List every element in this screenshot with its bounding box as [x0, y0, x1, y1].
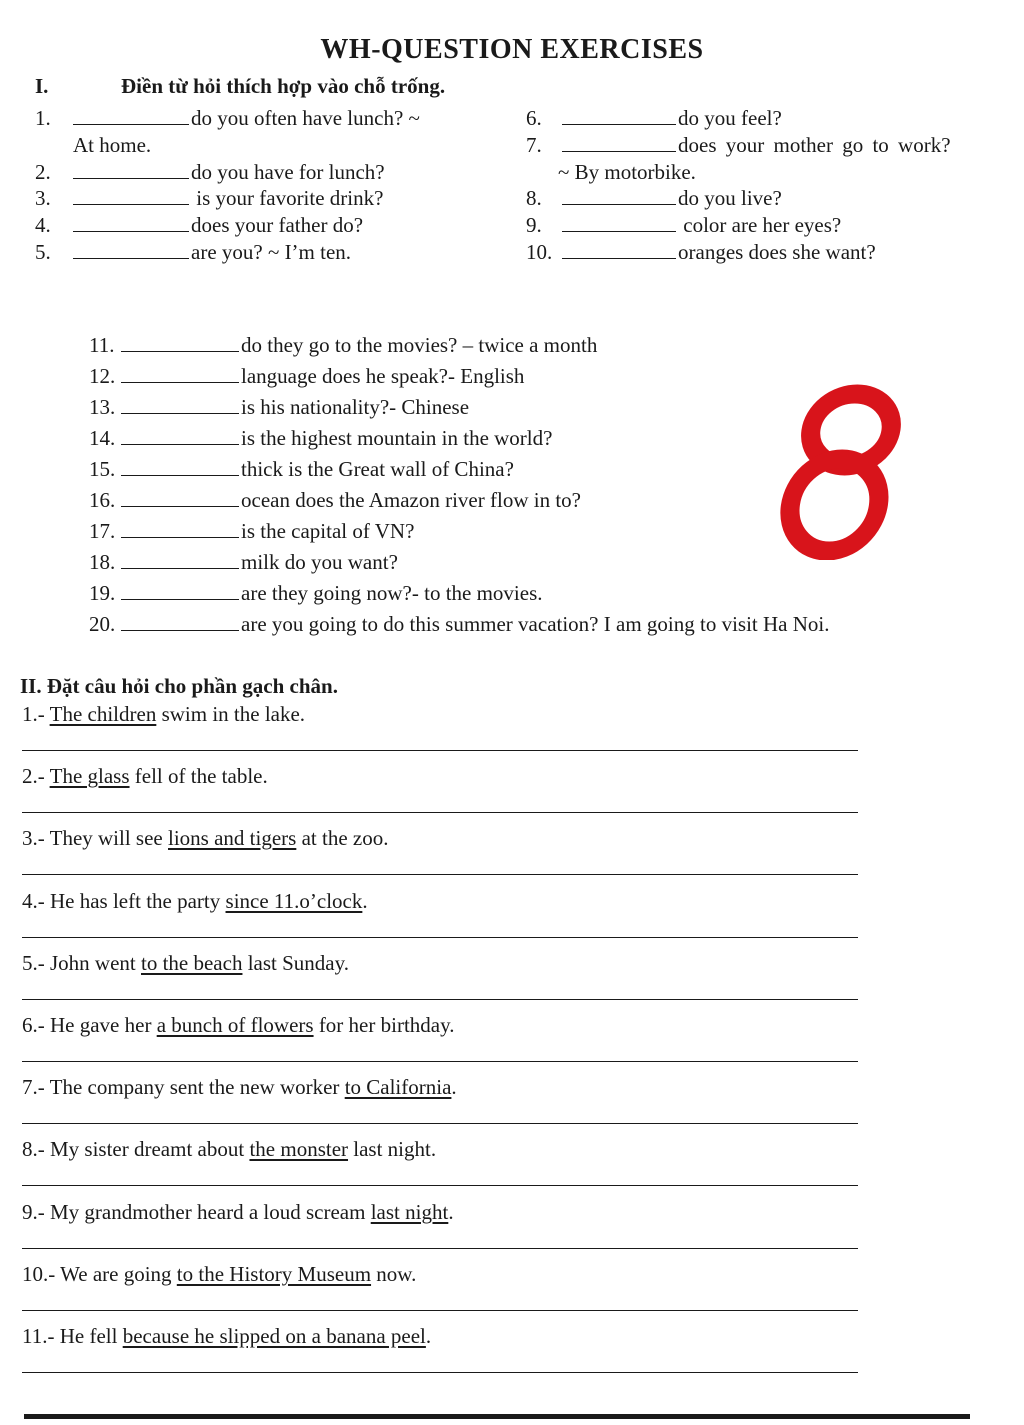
- underlined-part: a bunch of flowers: [156, 1013, 314, 1037]
- question-text: 9.- My grandmother heard a loud scream: [22, 1200, 371, 1224]
- exercise-item-14: [89, 426, 552, 451]
- answer-line[interactable]: [22, 1310, 858, 1311]
- answer-blank[interactable]: [121, 614, 239, 631]
- part2-question-10: [22, 1262, 416, 1287]
- question-text: fell of the table.: [129, 764, 268, 788]
- exercise-item-2: [35, 160, 385, 185]
- answer-line[interactable]: [22, 999, 858, 1000]
- answer-blank[interactable]: [121, 397, 239, 414]
- item-number: 5.: [35, 240, 51, 264]
- exercise-item-16: [89, 488, 581, 513]
- answer-line[interactable]: [22, 1248, 858, 1249]
- part2-question-2: [22, 764, 268, 789]
- answer-line[interactable]: [22, 1185, 858, 1186]
- section-1-heading: [35, 74, 445, 99]
- answer-blank[interactable]: [121, 428, 239, 445]
- answer-blank[interactable]: [73, 188, 189, 205]
- item-text: At home.: [73, 133, 152, 157]
- underlined-part: to the beach: [141, 951, 243, 975]
- question-text: 11.- He fell: [22, 1324, 123, 1348]
- item-number: 10.: [526, 240, 553, 264]
- section-2-heading: II. Đặt câu hỏi cho phần gạch chân.: [20, 674, 338, 698]
- question-text: swim in the lake.: [156, 702, 306, 726]
- exercise-item-13: [89, 395, 469, 420]
- underlined-part: The children: [49, 702, 157, 726]
- item-text: does your mother go to work?: [678, 133, 951, 157]
- question-text: 3.- They will see: [22, 826, 168, 850]
- item-number: 2.: [35, 160, 51, 184]
- exercise-item-12: [89, 364, 524, 389]
- exercise-item-9: [526, 213, 841, 238]
- item-number: 13.: [89, 395, 116, 419]
- answer-blank[interactable]: [121, 335, 239, 352]
- question-text: 7.- The company sent the new worker: [22, 1075, 345, 1099]
- item-number: 1.: [35, 106, 51, 130]
- exercise-item-6: [526, 106, 782, 131]
- exercise-item-20: [89, 612, 829, 637]
- answer-blank[interactable]: [562, 108, 676, 125]
- exercise-item-1: [35, 106, 420, 131]
- item-text: is the highest mountain in the world?: [241, 426, 553, 450]
- underlined-part: last night: [370, 1200, 449, 1224]
- answer-line[interactable]: [22, 874, 858, 875]
- question-text: .: [448, 1200, 454, 1224]
- part2-question-4: [22, 889, 368, 914]
- part2-question-11: [22, 1324, 431, 1349]
- question-text: for her birthday.: [313, 1013, 455, 1037]
- question-text: 10.- We are going: [22, 1262, 177, 1286]
- exercise-item-3: [35, 186, 383, 211]
- underlined-part: because he slipped on a banana peel: [122, 1324, 426, 1348]
- answer-blank[interactable]: [73, 162, 189, 179]
- answer-line[interactable]: [22, 1372, 858, 1373]
- question-text: 5.- John went: [22, 951, 141, 975]
- item-text: do you often have lunch? ~: [191, 106, 420, 130]
- item-text: color are her eyes?: [678, 213, 842, 237]
- question-text: 6.- He gave her: [22, 1013, 157, 1037]
- item-number: 9.: [526, 213, 542, 237]
- item-number: 20.: [89, 612, 116, 636]
- part2-question-7: [22, 1075, 457, 1100]
- answer-blank[interactable]: [562, 242, 676, 259]
- exercise-item-10: [526, 240, 876, 265]
- answer-line[interactable]: [22, 1123, 858, 1124]
- item-text: are you going to do this summer vacation? I am going to visit Ha Noi.: [241, 612, 830, 636]
- question-text: last night.: [348, 1137, 437, 1161]
- item-text: is his nationality?- Chinese: [241, 395, 470, 419]
- item-text: is the capital of VN?: [241, 519, 415, 543]
- item-number: 19.: [89, 581, 116, 605]
- answer-blank[interactable]: [73, 108, 189, 125]
- question-text: 8.- My sister dreamt about: [22, 1137, 250, 1161]
- item-number: 12.: [89, 364, 116, 388]
- underlined-part: The glass: [49, 764, 130, 788]
- answer-blank[interactable]: [121, 552, 239, 569]
- exercise-item-1-answer: [73, 133, 151, 158]
- exercise-item-7-answer: [558, 160, 696, 185]
- answer-blank[interactable]: [121, 521, 239, 538]
- question-text: .: [425, 1324, 432, 1348]
- answer-blank[interactable]: [562, 215, 676, 232]
- answer-line[interactable]: [22, 812, 858, 813]
- item-text: do you feel?: [678, 106, 782, 130]
- section-1-instruction: Điền từ hỏi thích hợp vào chỗ trống.: [121, 74, 446, 98]
- item-text: oranges does she want?: [678, 240, 876, 264]
- item-number: 6.: [526, 106, 542, 130]
- item-text: do you have for lunch?: [191, 160, 385, 184]
- question-text: at the zoo.: [296, 826, 389, 850]
- exercise-item-15: [89, 457, 514, 482]
- item-number: 16.: [89, 488, 116, 512]
- part2-question-8: [22, 1137, 436, 1162]
- answer-line[interactable]: [22, 1061, 858, 1062]
- item-number: 15.: [89, 457, 116, 481]
- exercise-item-7: [526, 133, 951, 158]
- page-title: WH-QUESTION EXERCISES: [320, 34, 704, 65]
- answer-blank[interactable]: [73, 215, 189, 232]
- item-text: milk do you want?: [241, 550, 398, 574]
- item-text: thick is the Great wall of China?: [241, 457, 514, 481]
- part2-question-5: [22, 951, 349, 976]
- item-number: 7.: [526, 133, 542, 157]
- answer-blank[interactable]: [73, 242, 189, 259]
- item-text: language does he speak?- English: [241, 364, 525, 388]
- item-text: do you live?: [678, 186, 782, 210]
- answer-blank[interactable]: [562, 188, 676, 205]
- answer-blank[interactable]: [121, 490, 239, 507]
- part2-question-9: [22, 1200, 454, 1225]
- item-text: are you? ~ I’m ten.: [191, 240, 352, 264]
- item-number: 14.: [89, 426, 116, 450]
- question-text: 4.- He has left the party: [22, 889, 226, 913]
- exercise-item-11: [89, 333, 597, 358]
- exercise-item-17: [89, 519, 414, 544]
- question-text: .: [451, 1075, 457, 1099]
- item-number: 3.: [35, 186, 51, 210]
- item-text: do they go to the movies? – twice a month: [241, 333, 598, 357]
- question-text: .: [362, 889, 368, 913]
- underlined-part: lions and tigers: [168, 826, 297, 850]
- underlined-part: since 11.o’clock: [225, 889, 363, 913]
- question-text: now.: [371, 1262, 417, 1286]
- answer-blank[interactable]: [121, 459, 239, 476]
- exercise-item-4: [35, 213, 363, 238]
- item-text: ocean does the Amazon river flow in to?: [241, 488, 581, 512]
- question-text: last Sunday.: [242, 951, 350, 975]
- underlined-part: the monster: [249, 1137, 349, 1161]
- part2-question-3: [22, 826, 388, 851]
- item-text: ~ By motorbike.: [558, 160, 696, 184]
- question-text: 2.-: [22, 764, 50, 788]
- item-number: 8.: [526, 186, 542, 210]
- item-text: are they going now?- to the movies.: [241, 581, 543, 605]
- exercise-item-18: [89, 550, 398, 575]
- underlined-part: to California: [344, 1075, 452, 1099]
- underlined-part: to the History Museum: [176, 1262, 372, 1286]
- answer-line[interactable]: [22, 750, 858, 751]
- item-number: 4.: [35, 213, 51, 237]
- item-text: is your favorite drink?: [191, 186, 384, 210]
- item-text: does your father do?: [191, 213, 364, 237]
- question-text: 1.-: [22, 702, 50, 726]
- item-number: 17.: [89, 519, 116, 543]
- part2-question-6: [22, 1013, 454, 1038]
- answer-blank[interactable]: [121, 583, 239, 600]
- exercise-item-8: [526, 186, 782, 211]
- answer-blank[interactable]: [121, 366, 239, 383]
- item-number: 11.: [89, 333, 115, 357]
- answer-blank[interactable]: [562, 135, 676, 152]
- item-number: 18.: [89, 550, 116, 574]
- answer-line[interactable]: [22, 937, 858, 938]
- part2-question-1: [22, 702, 305, 727]
- score-mark: [776, 380, 906, 560]
- exercise-item-19: [89, 581, 543, 606]
- exercise-item-5: [35, 240, 351, 265]
- section-1-roman: I.: [35, 74, 49, 98]
- bottom-rule: [24, 1414, 970, 1419]
